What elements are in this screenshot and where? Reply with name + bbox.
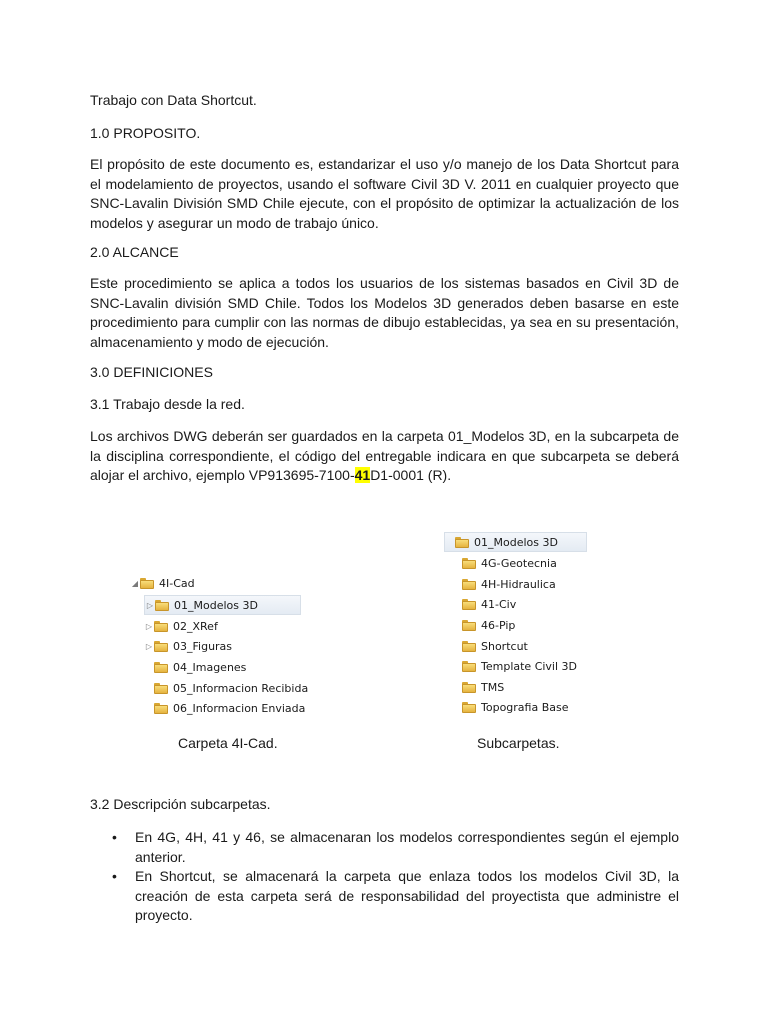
folder-icon [154,662,168,673]
folder-tree-modelos-3d [444,531,587,719]
tree-item-xref[interactable]: ▷ 02_XRef [145,619,218,633]
folder-icon [462,579,476,590]
folder-icon [154,703,168,714]
folder-icon [462,641,476,652]
section-1-body: El propósito de este documento es, estandarizar el uso y/o manejo de los Data Shortcut para el modelamiento de proyectos, usando el software Civil 3D V. 2011 en cualquier proyecto que SNC-Lavalin División SMD Chile ejecute, con el propósito de optimizar la actualización de los modelos y asegurar un modo de trabajo único. [90,156,679,231]
folder-icon [462,620,476,631]
highlighted-code: 41 [354,467,371,483]
tree-item-shortcut[interactable]: Shortcut [452,636,528,656]
list-item: • En 4G, 4H, 41 y 46, se almacenaran los modelos correspondientes según el ejemplo anterior. [108,828,679,867]
tree-item-civ[interactable]: 41-Civ [452,594,516,614]
folder-icon [462,558,476,569]
tree-item-tms[interactable]: TMS [452,677,504,697]
tree-item-informacion-recibida[interactable]: 05_Informacion Recibida [144,678,308,698]
folder-icon [462,599,476,610]
tree-item-imagenes[interactable]: 04_Imagenes [144,657,246,677]
tree-root-4i-cad[interactable]: ◢ 4I-Cad [131,576,195,590]
caption-carpeta-4i-cad: Carpeta 4I-Cad. [178,735,278,751]
collapsed-arrow-icon[interactable]: ▷ [146,600,154,610]
section-3-heading: 3.0 DEFINICIONES [90,364,213,380]
folder-icon [462,661,476,672]
section-1-heading: 1.0 PROPOSITO. [90,125,201,141]
tree-item-hidraulica[interactable]: 4H-Hidraulica [452,574,556,594]
folder-icon [154,621,168,632]
tree-item-geotecnia[interactable]: 4G-Geotecnia [452,553,557,573]
bullet-list [108,828,679,926]
section-2-heading: 2.0 ALCANCE [90,244,179,260]
tree-item-informacion-enviada[interactable]: 06_Informacion Enviada [144,698,305,718]
tree-root-modelos-3d[interactable]: 01_Modelos 3D [444,532,587,552]
tree-item-template-civil-3d[interactable]: Template Civil 3D [452,656,577,676]
folder-icon [154,683,168,694]
folder-icon [154,641,168,652]
expanded-arrow-icon[interactable]: ◢ [131,578,139,588]
section-3-1-heading: 3.1 Trabajo desde la red. [90,396,245,412]
tree-item-pip[interactable]: 46-Pip [452,615,515,635]
tree-item-modelos-3d[interactable]: ▷ 01_Modelos 3D [144,595,301,615]
doc-title: Trabajo con Data Shortcut. [90,92,257,108]
folder-icon [462,702,476,713]
list-item: • En Shortcut, se almacenará la carpeta que enlaza todos los modelos Civil 3D, la creación de esta carpeta será de responsabilidad del proyectista que administre el proyecto. [108,867,679,926]
collapsed-arrow-icon[interactable]: ▷ [145,641,153,651]
section-3-2-heading: 3.2 Descripción subcarpetas. [90,796,271,812]
folder-tree-4i-cad [130,572,309,719]
collapsed-arrow-icon[interactable]: ▷ [145,621,153,631]
folder-icon [455,537,469,548]
section-2-body: Este procedimiento se aplica a todos los usuarios de los sistemas basados en Civil 3D de SNC-Lavalin división SMD Chile. Todos los Modelos 3D generados deben basarse en este procedimiento para cumplir con las normas de dibujo establecidas, ya sea en su presentación, almacenamiento y modo de ejecución. [90,275,679,350]
folder-icon [155,600,169,611]
folder-icon [462,682,476,693]
section-3-1-body: Los archivos DWG deberán ser guardados en la carpeta 01_Modelos 3D, en la subcarpeta de la disciplina correspondiente, el código del entregable indicara en que subcarpeta se deberá alojar el archivo, ejemplo VP913695-7100-41D1-0001 (R). [90,428,679,483]
caption-subcarpetas: Subcarpetas. [477,735,560,751]
folder-icon [140,578,154,589]
tree-item-topografia-base[interactable]: Topografia Base [452,697,569,717]
tree-item-figuras[interactable]: ▷ 03_Figuras [145,639,233,653]
